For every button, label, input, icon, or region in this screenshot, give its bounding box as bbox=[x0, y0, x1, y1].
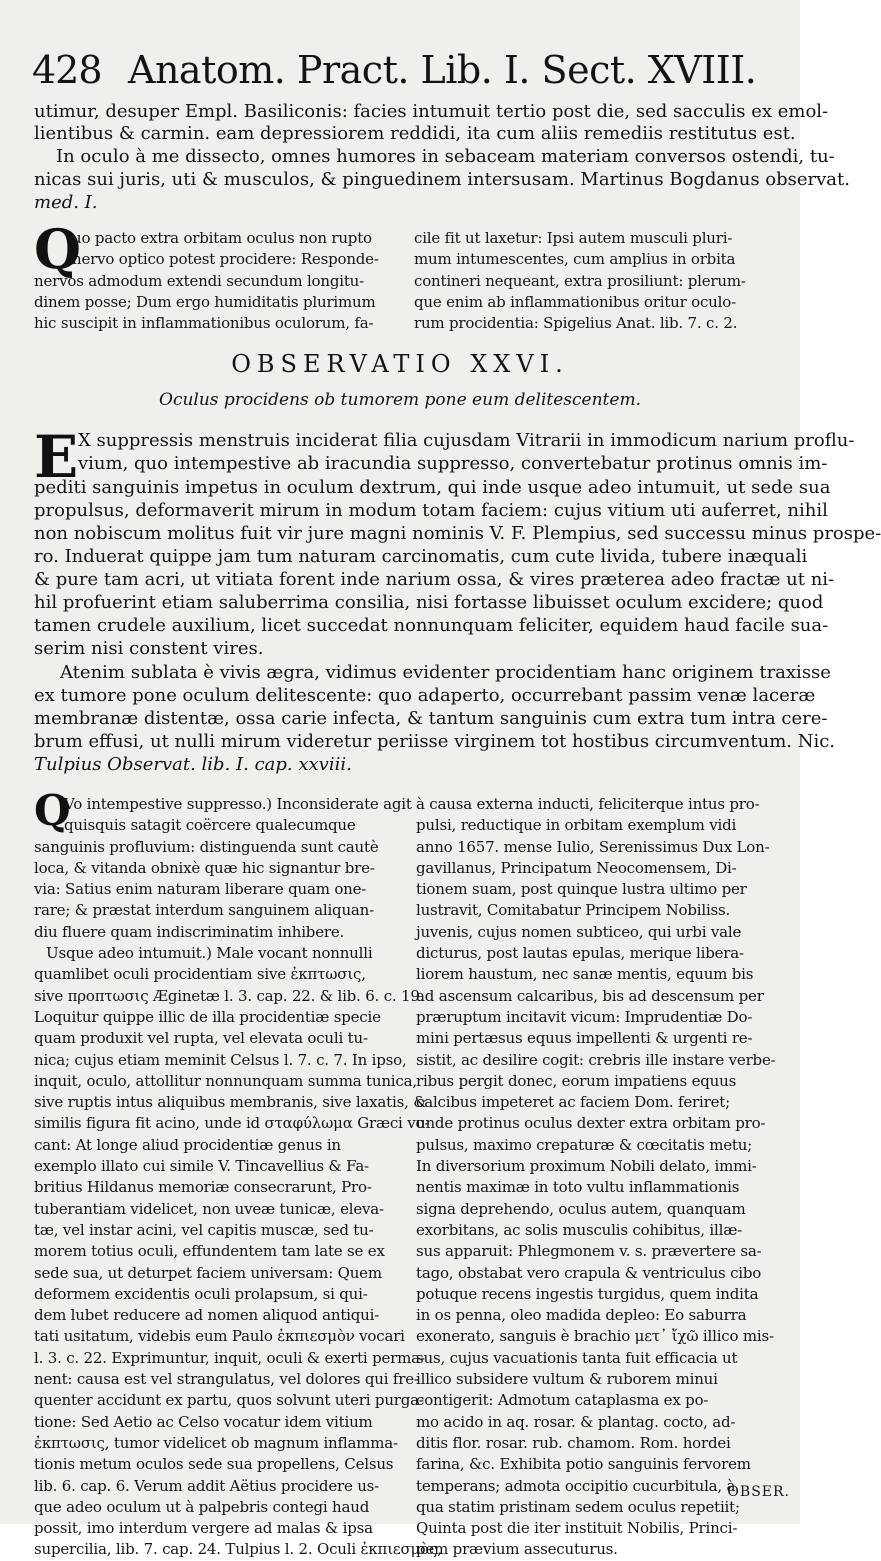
text-line: inquit, oculo, attollitur nonnunquam summa tunica, bbox=[34, 1071, 417, 1090]
text-line: mum intumescentes, cum amplius in orbita bbox=[414, 250, 736, 269]
text-line: tione: Sed Aetio ac Celso vocatur idem vitium bbox=[34, 1412, 373, 1431]
body-line: membranæ distentæ, ossa carie infecta, & tantum sanguinis cum extra tum intra cere- bbox=[34, 708, 828, 729]
text-line: unde protinus oculus dexter extra orbitam pro- bbox=[416, 1114, 766, 1133]
text-line: tionis metum oculos sede sua propellens, Celsus bbox=[34, 1455, 394, 1474]
text-line: uo pacto extra orbitam oculus non rupto bbox=[72, 229, 372, 247]
text-line: pulsus, maximo crepaturæ & cœcitatis metu; bbox=[416, 1135, 753, 1154]
body-line: non nobiscum molitus fuit vir jure magni nominis V. F. Plempius, sed successu minus prospe- bbox=[34, 523, 881, 544]
text-line: nica; cujus etiam meminit Celsus l. 7. c. 7. In ipso, bbox=[34, 1050, 407, 1069]
text-line: supercilia, lib. 7. cap. 24. Tulpius l. 2. Oculi ἐκπιεσμὸς, bbox=[34, 1540, 442, 1559]
text-line: quamlibet oculi procidentiam sive ἐκπτωσις, bbox=[34, 965, 366, 984]
text-line: rare; & præstat interdum sanguinem aliquan- bbox=[34, 901, 374, 920]
running-header bbox=[28, 44, 788, 98]
text-line: pulsi, reductique in orbitam exemplum vidi bbox=[416, 816, 737, 835]
text-line: cile fit ut laxetur: Ipsi autem musculi pluri- bbox=[414, 229, 733, 247]
body-line: Atenim sublata è vivis ægra, vidimus evidenter procidentiam hanc originem traxisse bbox=[60, 662, 831, 683]
text-line: pem prævium assecuturus. bbox=[416, 1540, 618, 1559]
text-line: Usque adeo intumuit.) Male vocant nonnulli bbox=[46, 944, 373, 963]
body-line: Tulpius Observat. lib. I. cap. xxviii. bbox=[34, 754, 352, 775]
intro-line: utimur, desuper Empl. Basiliconis: facies intumuit tertio post die, sed sacculis ex emol- bbox=[34, 101, 829, 122]
text-line: dinem posse; Dum ergo humiditatis plurimum bbox=[34, 292, 376, 311]
text-line: præruptum incitavit vicum: Imprudentiæ Do- bbox=[416, 1007, 753, 1026]
body-line: hil profuerint etiam saluberrima consilia, nisi fortasse libuisset oculum excidere; quod bbox=[34, 592, 824, 613]
body-line: propulsus, deformaverit mirum in modum totam faciem: cujus vitium uti auferret, nihil bbox=[34, 500, 828, 521]
text-line: similis figura fit acino, unde id σταφύλωμα Græci vo- bbox=[34, 1114, 430, 1133]
text-line: nentis maximæ in toto vultu inflammationis bbox=[416, 1178, 740, 1197]
text-line: quenter accidunt ex partu, quos solvunt uteri purga- bbox=[34, 1391, 424, 1410]
drop-cap: Q bbox=[34, 786, 71, 835]
text-line: sive ruptis intus aliquibus membranis, sive laxatis, & bbox=[34, 1093, 427, 1112]
text-line: sanguinis profluvium: distinguenda sunt cautè bbox=[34, 837, 379, 856]
text-line: rum procidentia: Spigelius Anat. lib. 7. c. 2. bbox=[414, 314, 738, 333]
text-line: anno 1657. mense Iulio, Serenissimus Dux Lon- bbox=[416, 837, 770, 856]
text-line: sistit, ac desilire cogit: crebris ille instare verbe- bbox=[416, 1050, 776, 1069]
text-line: diu fluere quam indiscriminatim inhibere. bbox=[34, 922, 345, 941]
intro-line: In oculo à me dissecto, omnes humores in sebaceam materiam conversos ostendi, tu- bbox=[56, 146, 835, 167]
text-line: potuque recens ingestis turgidus, quem indita bbox=[416, 1284, 759, 1303]
text-line: que enim ab inflammationibus oritur oculo- bbox=[414, 292, 736, 311]
text-line: à causa externa inducti, feliciterque intus pro- bbox=[416, 795, 760, 813]
text-line: juvenis, cujus nomen subticeo, qui urbi vale bbox=[416, 922, 742, 941]
text-line: qua statim pristinam sedem oculus repetiit; bbox=[416, 1497, 740, 1516]
text-line: quisquis satagit coërcere qualecumque bbox=[64, 816, 356, 835]
body-line: ro. Induerat quippe jam tum naturam carcinomatis, cum cute livida, tubere inæquali bbox=[34, 546, 808, 567]
text-line: exorbitans, ac solis musculis cohibitus, illæ- bbox=[416, 1220, 742, 1239]
text-line: temperans; admota occipitio cucurbitula, à bbox=[416, 1476, 736, 1495]
text-line: contigerit: Admotum cataplasma ex po- bbox=[416, 1391, 709, 1410]
text-line: tionem suam, post quinque lustra ultimo per bbox=[416, 880, 747, 899]
text-line: hic suscipit in inflammationibus oculorum, fa- bbox=[34, 314, 374, 333]
text-line: lib. 6. cap. 6. Verum addit Aëtius procidere us- bbox=[34, 1476, 380, 1495]
text-line: sus, cujus vacuationis tanta fuit efficacia ut bbox=[416, 1348, 738, 1367]
text-line: lustravit, Comitabatur Principem Nobiliss. bbox=[416, 901, 731, 920]
drop-cap: E bbox=[34, 423, 79, 491]
section1-right-column bbox=[414, 228, 784, 340]
text-line: sus apparuit: Phlegmonem v. s. prævertere sa- bbox=[416, 1242, 762, 1261]
text-line: loca, & vitanda obnixè quæ hic signantur bre- bbox=[34, 858, 375, 877]
text-line: tæ, vel instar acini, vel capitis muscæ, sed tu- bbox=[34, 1220, 374, 1239]
text-line: cant: At longe aliud procidentiæ genus in bbox=[34, 1135, 341, 1154]
body-line: tamen crudele auxilium, licet succedat nonnunquam feliciter, equidem haud facile sua- bbox=[34, 615, 829, 636]
text-line: britius Hildanus memoriæ consecrarunt, Pro- bbox=[34, 1178, 372, 1197]
text-line: illico subsidere vultum & ruborem minui bbox=[416, 1370, 718, 1389]
running-title: Anatom. Pract. Lib. I. Sect. XVIII. bbox=[128, 48, 757, 92]
text-line: quam produxit vel rupta, vel elevata oculi tu- bbox=[34, 1029, 368, 1048]
commentary-right-column bbox=[416, 794, 786, 1559]
text-line: mini pertæsus equus impellenti & urgenti re- bbox=[416, 1029, 753, 1048]
text-line: Quinta post die iter instituit Nobilis, Princi- bbox=[416, 1519, 738, 1538]
text-line: l. 3. c. 22. Exprimuntur, inquit, oculi & exerti perma- bbox=[34, 1348, 425, 1367]
section1-left-column bbox=[34, 228, 406, 340]
text-line: liorem haustum, nec sanæ mentis, equum bis bbox=[416, 965, 754, 984]
text-line: In diversorium proximum Nobili delato, immi- bbox=[416, 1157, 757, 1176]
text-line: mo acido in aq. rosar. & plantag. cocto, ad- bbox=[416, 1412, 736, 1431]
text-line: contineri nequeant, extra prosiliunt: plerum- bbox=[414, 271, 746, 290]
drop-cap: Q bbox=[34, 217, 82, 281]
text-line: dem lubet reducere ad nomen aliquod antiqui- bbox=[34, 1306, 380, 1325]
text-line: tago, obstabat vero crapula & ventriculus cibo bbox=[416, 1263, 762, 1282]
text-line: possit, imo interdum vergere ad malas & ipsa bbox=[34, 1519, 373, 1538]
text-line: nervos admodum extendi secundum longitu- bbox=[34, 271, 364, 290]
body-line: X suppressis menstruis inciderat filia cujusdam Vitrarii in immodicum narium proflu- bbox=[78, 430, 855, 451]
text-line: ribus pergit donec, eorum impatiens equus bbox=[416, 1071, 737, 1090]
text-line: ad ascensum calcaribus, bis ad descensum per bbox=[416, 986, 764, 1005]
text-line: in os penna, oleo madida depleo: Eo saburra bbox=[416, 1306, 747, 1325]
text-line: sive προπτωσις Æginetæ l. 3. cap. 22. & lib. 6. c. 19. bbox=[34, 986, 425, 1005]
observation-heading: OBSERVATIO XXVI. bbox=[231, 350, 569, 378]
catchword: OBSER. bbox=[727, 1484, 790, 1500]
text-line: morem totius oculi, effundentem tam late se ex bbox=[34, 1242, 385, 1261]
text-line: signa deprehendo, oculus autem, quanquam bbox=[416, 1199, 746, 1218]
text-line: farina, &c. Exhibita potio sanguinis fervorem bbox=[416, 1455, 751, 1474]
text-line: exemplo illato cui simile V. Tincavellius & Fa- bbox=[34, 1157, 369, 1176]
text-line: ditis flor. rosar. rub. chamom. Rom. hordei bbox=[416, 1433, 731, 1452]
text-line: ἐκπτωσις, tumor videlicet ob magnum inflamma- bbox=[34, 1433, 398, 1452]
text-line: Vo intempestive suppresso.) Inconsiderate agit bbox=[64, 795, 412, 813]
text-line: calcibus impeteret ac faciem Dom. feriret; bbox=[416, 1093, 730, 1112]
text-line: exonerato, sanguis è brachio μετ᾽ ἴχῶ illico mis- bbox=[416, 1327, 774, 1346]
page-number: 428 bbox=[32, 48, 102, 92]
intro-line: nicas sui juris, uti & musculos, & pinguedinem intersusam. Martinus Bogdanus observat. bbox=[34, 169, 850, 190]
body-line: pediti sanguinis impetus in oculum dextrum, qui inde usque adeo intumuit, ut sede sua bbox=[34, 477, 831, 498]
body-line: ex tumore pone oculum delitescente: quo adaperto, occurrebant passim venæ laceræ bbox=[34, 685, 816, 706]
observation-subheading: Oculus procidens ob tumorem pone eum delitescentem. bbox=[159, 390, 641, 410]
body-line: brum effusi, ut nulli mirum videretur periisse virginem tot hostibus circumventum. Nic. bbox=[34, 731, 836, 752]
body-line: serim nisi constent vires. bbox=[34, 638, 264, 659]
body-line: & pure tam acri, ut vitiata forent inde narium ossa, & vires præterea adeo fractæ ut ni- bbox=[34, 569, 835, 590]
text-line: que adeo oculum ut à palpebris contegi haud bbox=[34, 1497, 370, 1516]
body-line: vium, quo intempestive ab iracundia suppresso, convertebatur protinus omnis im- bbox=[78, 453, 828, 474]
text-line: gavillanus, Principatum Neocomensem, Di- bbox=[416, 858, 737, 877]
intro-line: lientibus & carmin. eam depressiorem reddidi, ita cum aliis remediis restitutus est. bbox=[34, 123, 796, 144]
commentary-left-column bbox=[34, 794, 442, 1559]
text-line: tati usitatum, videbis eum Paulo ἐκπιεσμὸν vocari bbox=[34, 1327, 405, 1346]
text-line: tuberantiam videlicet, non uveæ tunicæ, eleva- bbox=[34, 1199, 384, 1218]
text-line: sede sua, ut deturpet faciem universam: Quem bbox=[34, 1263, 382, 1282]
text-line: deformem excidentis oculi prolapsum, si qui- bbox=[34, 1284, 368, 1303]
text-line: Loquitur quippe illic de illa procidentiæ specie bbox=[34, 1007, 381, 1026]
text-line: dicturus, post lautas epulas, merique libera- bbox=[416, 944, 744, 963]
text-line: via: Satius enim naturam liberare quam one- bbox=[34, 880, 367, 899]
intro-line: med. I. bbox=[34, 192, 98, 213]
text-line: nent: causa est vel strangulatus, vel dolores qui fre- bbox=[34, 1370, 419, 1389]
text-line: nervo optico potest procidere: Responde- bbox=[72, 250, 379, 269]
